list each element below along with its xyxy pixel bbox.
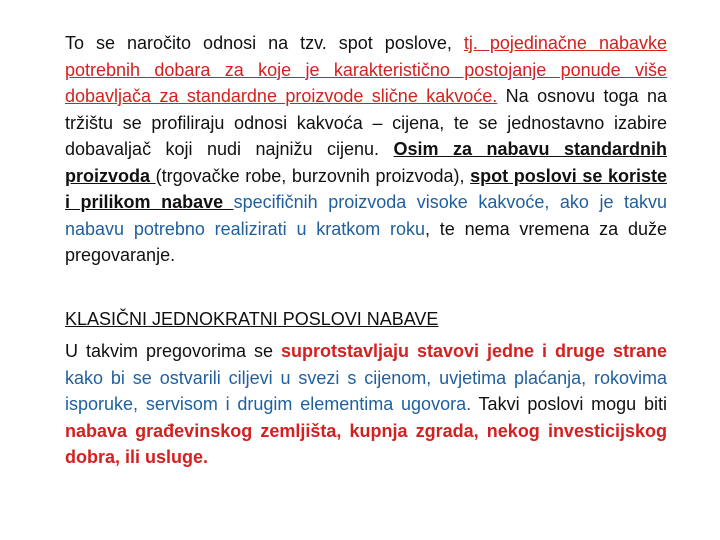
section-heading: KLASIČNI JEDNOKRATNI POSLOVI NABAVE xyxy=(65,309,439,329)
p1-bold-standard: Osim za nabavu standardnih proizvoda xyxy=(65,139,667,186)
p2-types-intro: Takvi poslovi mogu biti xyxy=(471,394,667,414)
p1-intro: To se naročito odnosi na tzv. spot poslove, xyxy=(65,33,464,53)
p1-bold-spot: spot poslovi se koriste i prilikom nabave xyxy=(65,165,667,212)
paragraph-klasicni-poslovi xyxy=(65,338,667,471)
paragraph-spot-poslovi xyxy=(65,30,667,269)
p1-ending: , te nema vremena za duže pregovaranje. xyxy=(65,218,667,265)
p1-blue-specific: specifičnih proizvoda visoke kakvoće, ako je takvu nabavu potrebno realizirati u kratkom roku xyxy=(65,192,667,239)
p2-blue-goals: kako bi se ostvarili ciljevi u svezi s cijenom, uvjetima plaćanja, rokovima isporuke, servisom i drugim elementima ugovora. xyxy=(65,367,667,414)
p2-intro: U takvim pregovorima se xyxy=(65,341,281,361)
p1-market: Na osnovu toga na tržištu se profiliraju odnosi kakvoća – cijena, te se jednostavno izabire dobavaljač koji nudi najnižu cijenu. xyxy=(65,86,667,159)
p1-goods-examples: (trgovačke robe, burzovnih proizvoda), xyxy=(155,165,471,186)
p2-red-bold-examples: nabava građevinskog zemljišta, kupnja zgrada, nekog investicijskog dobra, ili usluge. xyxy=(65,420,667,467)
p2-red-bold-opposition: suprotstavljaju stavovi jedne i druge strane xyxy=(280,341,667,361)
p1-red-definition: tj. pojedinačne nabavke potrebnih dobara za koje je karakteristično postojanje ponude više dobavljača za standardne proizvode slične kakvoće. xyxy=(65,33,667,106)
